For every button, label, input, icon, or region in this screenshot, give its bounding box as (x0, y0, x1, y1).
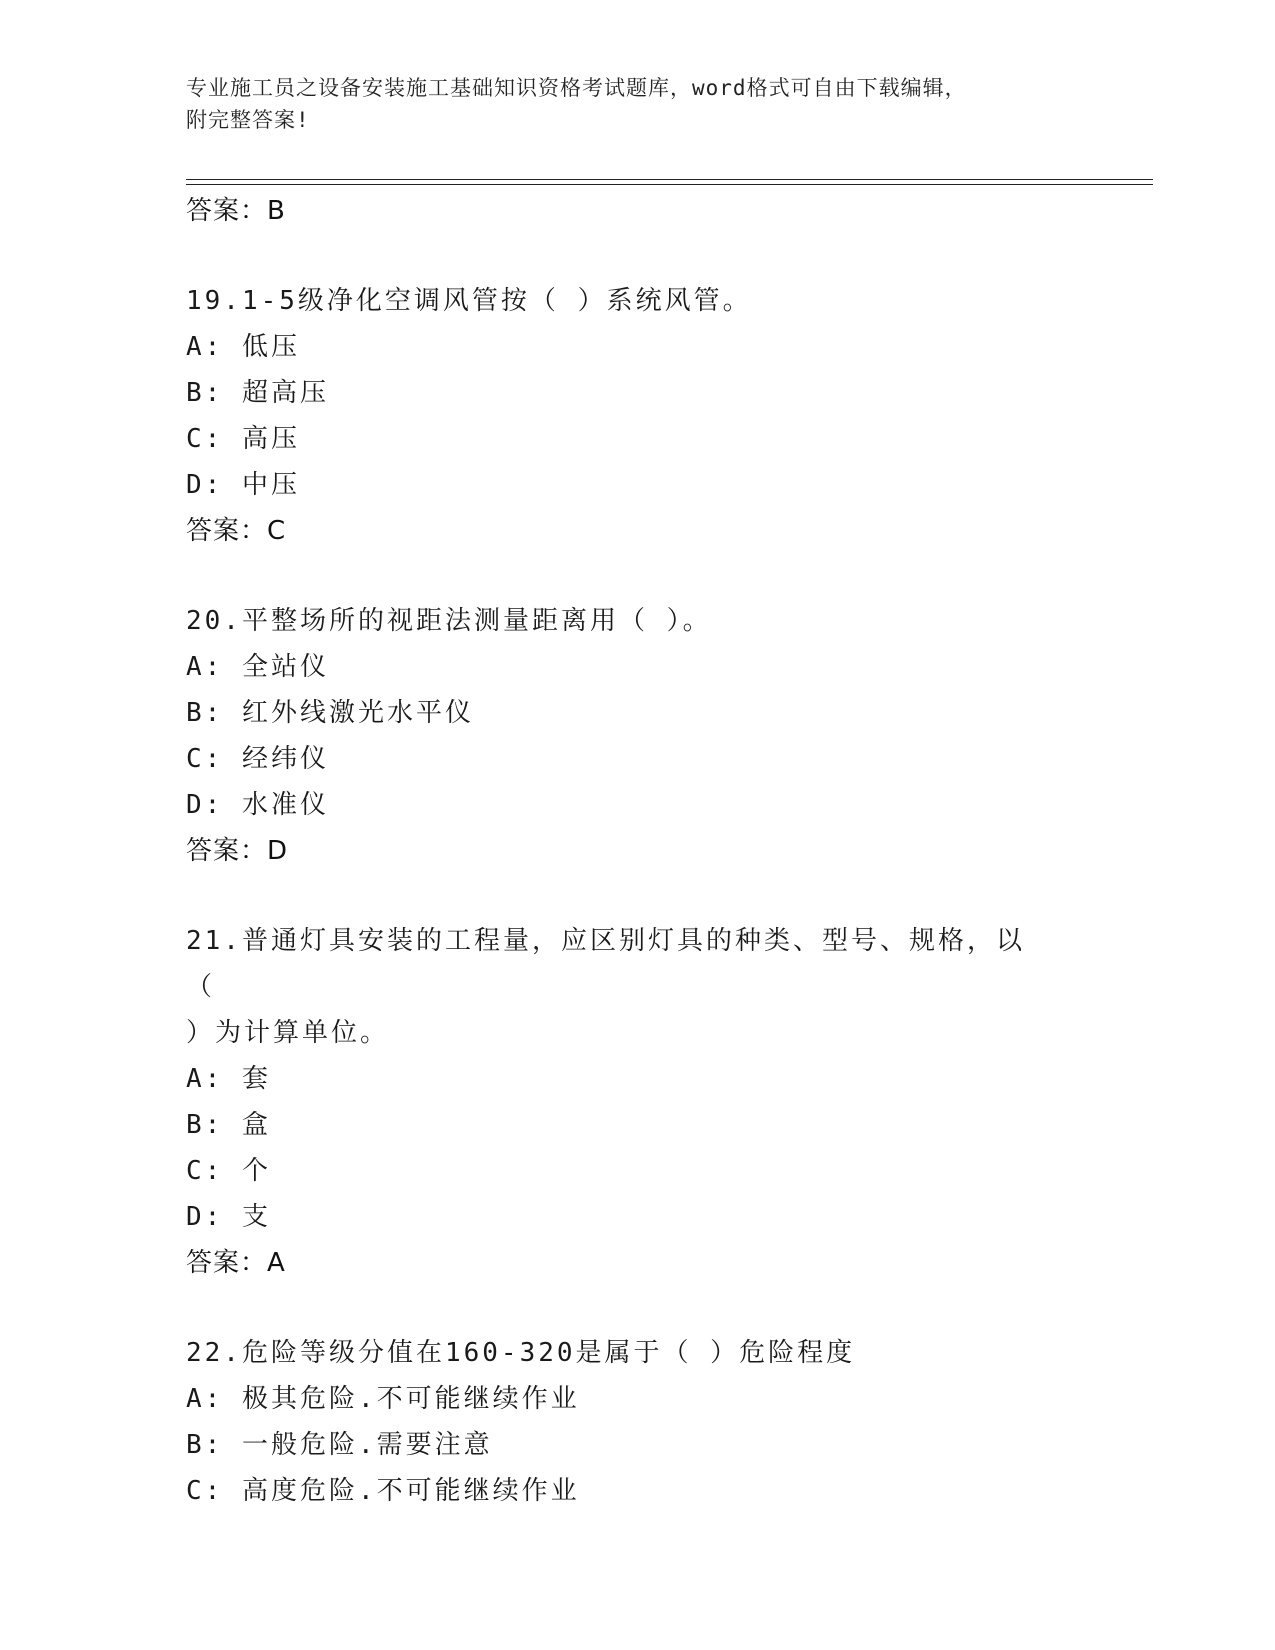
answer: 答案：C (186, 516, 287, 546)
previous-answer: 答案：B (186, 196, 286, 226)
option-a: A: 全站仪 (186, 652, 329, 682)
option-c: C: 高压 (186, 424, 300, 454)
option-c: C: 经纬仪 (186, 744, 329, 774)
question-text: 20.平整场所的视距法测量距离用（ ）。 (186, 606, 712, 636)
option-c: C: 高度危险.不可能继续作业 (186, 1476, 580, 1506)
answer: 答案：A (186, 1248, 286, 1278)
option-a: A: 低压 (186, 332, 300, 362)
option-a: A: 极其危险.不可能继续作业 (186, 1384, 580, 1414)
question-text-line-1: 21.普通灯具安装的工程量，应区别灯具的种类、型号、规格，以（ (186, 926, 1025, 1002)
option-b: B: 盒 (186, 1110, 271, 1140)
question-text: 22.危险等级分值在160-320是属于（ ）危险程度 (186, 1338, 856, 1368)
question-22 (186, 1330, 1146, 1514)
option-b: B: 红外线激光水平仪 (186, 698, 474, 728)
option-a: A: 套 (186, 1064, 271, 1094)
question-20 (186, 598, 1146, 874)
option-b: B: 超高压 (186, 378, 329, 408)
header-divider-top (186, 179, 1153, 180)
header-divider-bottom (186, 184, 1153, 185)
header-line-1: 专业施工员之设备安装施工基础知识资格考试题库，word格式可自由下载编辑， (186, 76, 967, 100)
question-21 (186, 918, 1146, 1286)
answer: 答案：D (186, 836, 289, 866)
question-19 (186, 278, 1146, 554)
question-text-line-2: ）为计算单位。 (186, 1018, 390, 1048)
option-d: D: 水准仪 (186, 790, 329, 820)
option-d: D: 中压 (186, 470, 300, 500)
document-body (186, 188, 1146, 1514)
question-text: 19.1-5级净化空调风管按（ ）系统风管。 (186, 286, 752, 316)
option-c: C: 个 (186, 1156, 271, 1186)
option-b: B: 一般危险.需要注意 (186, 1430, 493, 1460)
header-line-2: 附完整答案! (186, 108, 310, 132)
page-header (186, 72, 1086, 136)
option-d: D: 支 (186, 1202, 271, 1232)
